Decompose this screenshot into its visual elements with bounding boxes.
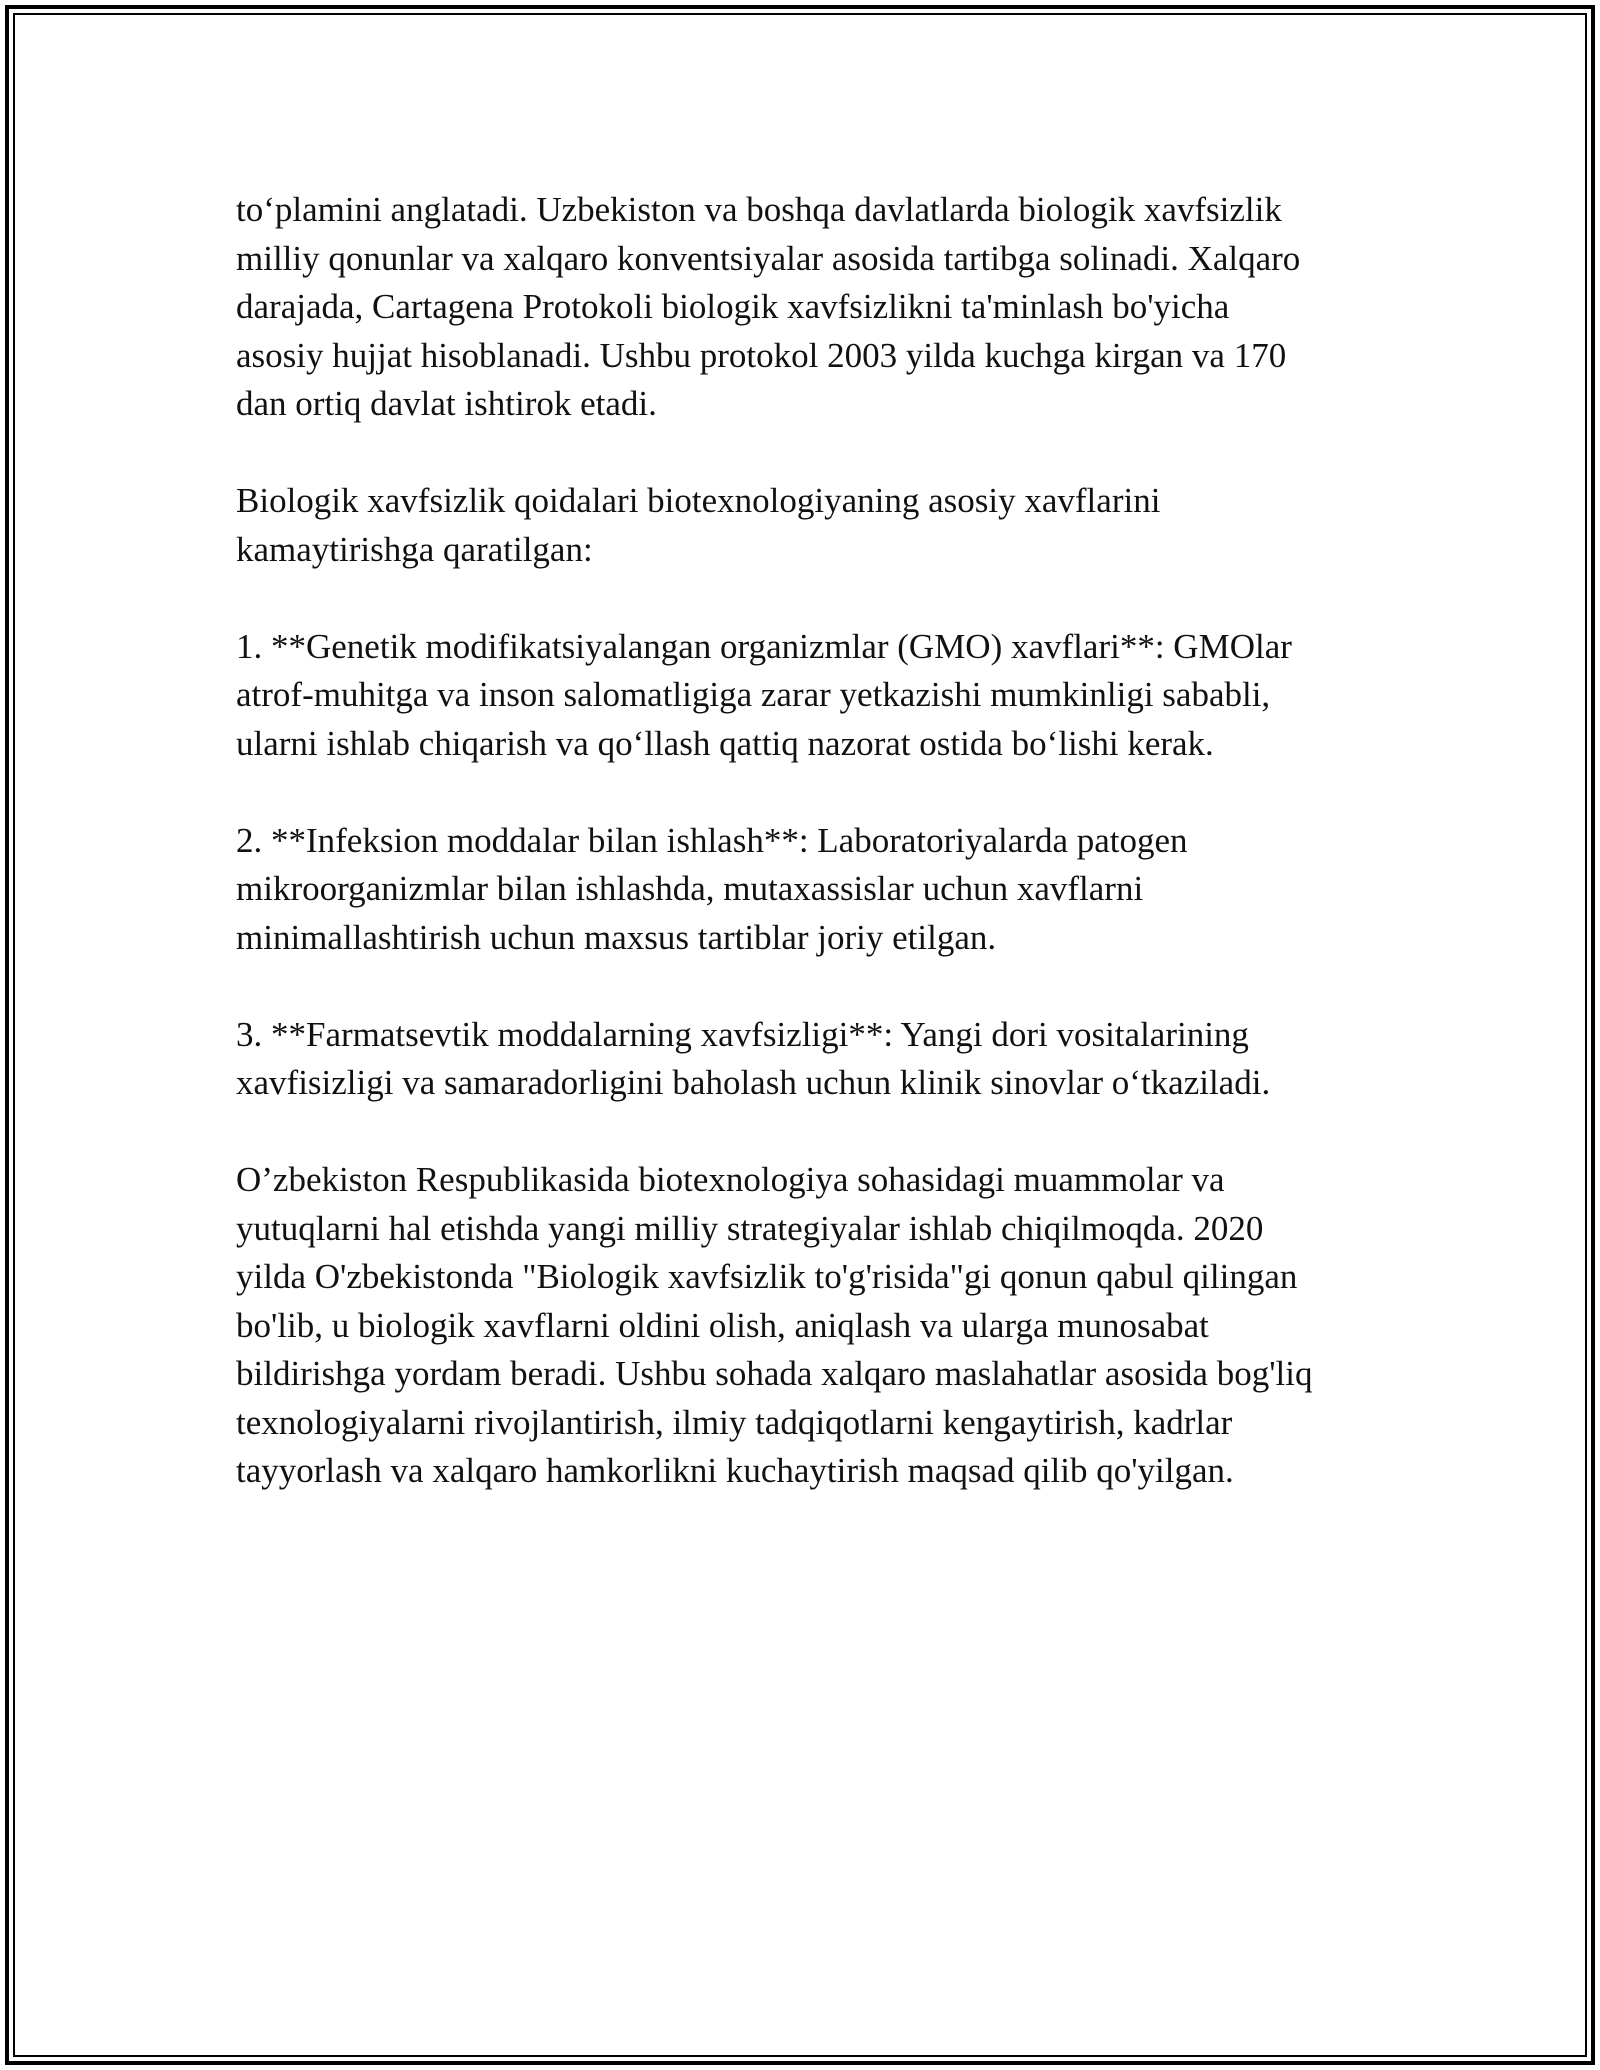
text-line: 3. **Farmatsevtik moddalarning xavfsizligi**: Yangi dori vositalarining — [236, 1014, 1249, 1054]
text-line: ularni ishlab chiqarish va qo‘llash qattiq nazorat ostida bo‘lishi kerak. — [236, 723, 1214, 763]
text-line: milliy qonunlar va xalqaro konventsiyalar asosida tartibga solinadi. Xalqaro — [236, 238, 1301, 278]
list-item-infectious-agents — [236, 817, 1386, 963]
text-line: texnologiyalarni rivojlantirish, ilmiy tadqiqotlarni kengaytirish, kadrlar — [236, 1402, 1233, 1442]
text-line: mikroorganizmlar bilan ishlashda, mutaxassislar uchun xavflarni — [236, 869, 1144, 908]
paragraph-biosafety-rules-intro — [236, 477, 1386, 574]
text-line: bildirishga yordam beradi. Ushbu sohada xalqaro maslahatlar asosida bog'liq — [236, 1354, 1313, 1393]
text-line: Biologik xavfsizlik qoidalari biotexnologiyaning asosiy xavflarini — [236, 481, 1161, 520]
list-item-pharmaceutical-safety — [236, 1011, 1386, 1108]
text-line: minimallashtirish uchun maxsus tartiblar joriy etilgan. — [236, 917, 997, 957]
text-line: yutuqlarni hal etishda yangi milliy strategiyalar ishlab chiqilmoqda. 2020 — [236, 1208, 1264, 1248]
list-item-gmo-risks — [236, 623, 1386, 769]
paragraph-uzbekistan-strategy — [236, 1156, 1386, 1496]
text-line: to‘plamini anglatadi. Uzbekiston va boshqa davlatlarda biologik xavfsizlik — [236, 190, 1282, 229]
text-line: O’zbekiston Respublikasida biotexnologiya sohasidagi muammolar va — [236, 1160, 1225, 1199]
text-line: 2. **Infeksion moddalar bilan ishlash**: Laboratoriyalarda patogen — [236, 820, 1188, 860]
text-line: bo'lib, u biologik xavflarni oldini olish, aniqlash va ularga munosabat — [236, 1305, 1209, 1345]
text-line: tayyorlash va xalqaro hamkorlikni kuchaytirish maqsad qilib qo'yilgan. — [236, 1451, 1234, 1490]
text-line: dan ortiq davlat ishtirok etadi. — [236, 384, 657, 423]
text-line: yilda O'zbekistonda "Biologik xavfsizlik to'g'risida"gi qonun qabul qilingan — [236, 1257, 1298, 1296]
text-line: asosiy hujjat hisoblanadi. Ushbu protokol 2003 yilda kuchga kirgan va 170 — [236, 335, 1287, 375]
paragraph-biosafety-regulation — [236, 186, 1386, 429]
document-body — [236, 186, 1386, 1544]
text-line: atrof-muhitga va inson salomatligiga zarar yetkazishi mumkinligi sababli, — [236, 675, 1271, 714]
text-line: 1. **Genetik modifikatsiyalangan organizmlar (GMO) xavflari**: GMOlar — [236, 626, 1292, 666]
text-line: kamaytirishga qaratilgan: — [236, 529, 593, 569]
text-line: xavfisizligi va samaradorligini baholash uchun klinik sinovlar o‘tkaziladi. — [236, 1063, 1271, 1102]
text-line: darajada, Cartagena Protokoli biologik xavfsizlikni ta'minlash bo'yicha — [236, 287, 1230, 326]
